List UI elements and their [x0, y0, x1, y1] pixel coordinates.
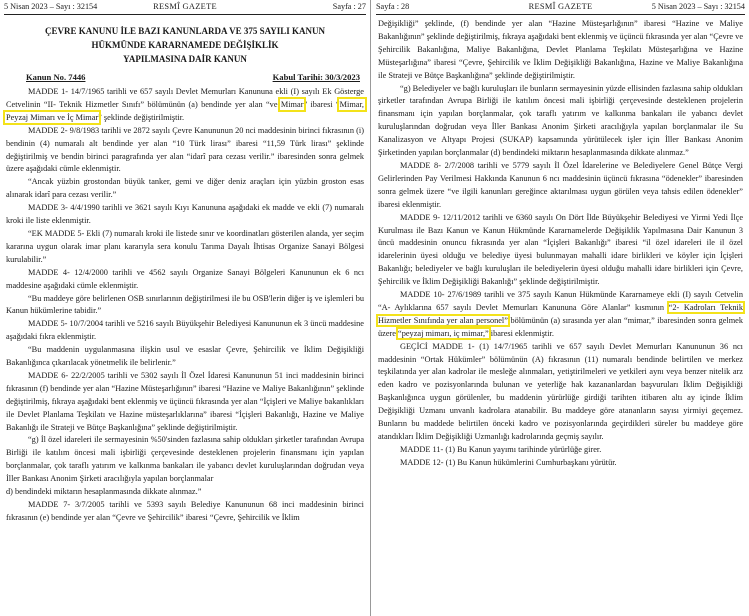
- article-6-quote-end: d) bendindeki miktarın hesaplanmasında dikkate alınmaz.”: [6, 487, 202, 497]
- article-2: MADDE 2- 9/8/1983 tarihli ve 2872 sayılı Çevre Kanununun 20 nci maddesinin birinci fıkrasının (i) bendinin (4) numaralı alt bendinde yer alan “10 Türk lirası” ibaresi “11,59 Türk lirası” şeklinde değiştirilmiş ve bendin birinci paragrafında yer alan “idarî para cezası verilir.” ibaresinden sonra gelmek üzere aşağıdaki cümle eklenmiştir.: [6, 125, 364, 174]
- article-5: MADDE 5- 10/7/2004 tarihli ve 5216 sayılı Büyükşehir Belediyesi Kanununun ek 3 üncü maddesine aşağıdaki fıkra eklenmiştir.: [6, 319, 364, 342]
- left-page: [0, 0, 370, 616]
- issue-date: 5 Nisan 2023 – Sayı : 32154: [4, 2, 98, 11]
- article-11: MADDE 11- (1) Bu Kanun yayımı tarihinde yürürlüğe girer.: [400, 444, 602, 454]
- highlight-teknik-hizmetler: “2- Kadroları Teknik Hizmetler Sınıfında yer alan personel”: [378, 302, 743, 325]
- article-9: MADDE 9- 12/11/2012 tarihli ve 6360 sayılı On Dört İlde Büyükşehir Belediyesi ve Yirmi Yedi İlçe Kurulması ile Bazı Kanun ve Kanun Hükmünde Kararnamelerde Değişiklik Yapılmasına Dair Kanunun 3 üncü maddesinin onuncu fıkrasında yer alan “İçişleri Bakanlığı” ibaresi “il özel idareleri ile il özel idarelerinin üyesi olduğu ve belediye üyesi bulunmayan mahalli idare birlikleri ve köyler için İçişleri Bakanlığı; belediyeler ve bağlı kuruluşları ile belediyelerin üyesi olduğu mahalli idare birlikleri için Çevre, Şehircilik ve İklim Değişikliği Bakanlığı” şeklinde değiştirilmiştir.: [378, 212, 743, 287]
- gazette-name: RESMÎ GAZETE: [153, 2, 217, 11]
- article-4-quote: “Bu maddeye göre belirlenen OSB sınırlarının değiştirilmesi ile bu OSB'lerin diğer iş ve işlemleri bu Kanun hükümlerine tabidir.”: [6, 293, 364, 316]
- left-page-header: [4, 0, 366, 15]
- law-title: [6, 24, 364, 66]
- law-number: Kanun No. 7446: [26, 72, 86, 82]
- article-6: MADDE 6- 22/2/2005 tarihli ve 5302 sayılı İl Özel İdaresi Kanununun 51 inci maddesinin birinci fıkrasının (f) bendinde yer alan “Hazine Müsteşarlığının” ibaresi “Hazine ve Maliye Bakanlığının” şeklinde değiştirilmiş, fıkraya aşağıdaki bent eklenmiş ve üçüncü fıkrasında yer alan “İçişleri ve Maliye bakanlıkları ile Devlet Planlama Teşkilatı ve Hazine müsteşarlıklarına” ibaresi “İçişleri Bakanlığı, Hazine ve Maliye Bakanlığı ile Strateji ve Bütçe Başkanlığına” şeklinde değiştirilmiştir.: [6, 370, 364, 432]
- column-divider: [370, 0, 371, 616]
- law-meta: [6, 72, 364, 86]
- article-7: MADDE 7- 3/7/2005 tarihli ve 5393 sayılı Belediye Kanununun 68 inci maddesinin birinci fıkrasının (e) bendinde yer alan “Çevre ve Şehircilik” ibaresi “Çevre, Şehircilik ve İklim: [6, 500, 364, 522]
- highlight-mimar: Mimar: [280, 99, 304, 109]
- gazette-name: RESMÎ GAZETE: [528, 2, 593, 11]
- article-10: MADDE 10- 27/6/1989 tarihli ve 375 sayılı Kanun Hükmünde Kararnameye ekli (I) sayılı Cetvelin “A- Aylıklarına 657 sayılı Devlet Memurları Kanununa Göre Alanlar” kısmının “2- Kadroları Teknik Hizmetler Sınıfında yer alan personel” bölümünün (a) sırasında yer alan “mimar,” ibaresinden sonra gelmek üzere “peyzaj mimarı, iç mimar,” ibaresi eklenmiştir.: [378, 290, 744, 338]
- article-12: MADDE 12- (1) Bu Kanun hükümlerini Cumhurbaşkanı yürütür.: [400, 457, 617, 467]
- article-3: MADDE 3- 4/4/1990 tarihli ve 3621 sayılı Kıyı Kanununa aşağıdaki ek madde ve ekli (7) numaralı kroki ile liste eklenmiştir.: [6, 203, 364, 226]
- article-5-quote: “Bu maddenin uygulanmasına ilişkin usul ve esaslar Çevre, Şehircilik ve İklim Değişikliği Bakanlığınca çıkarılacak yönetmelik ile belirlenir.”: [6, 345, 364, 368]
- title-line: YAPILMASINA DAİR KANUN: [123, 54, 247, 64]
- highlight-mimar-peyzaj-ic-mimar: Mimar, Peyzaj Mimarı ve İç Mimar: [6, 99, 364, 122]
- article-3-quote: “EK MADDE 5- Ekli (7) numaralı kroki ile listede sınır ve koordinatları gösterilen alanda, yer seçim kararına uygun olarak imar planı kararıyla sera konulu Tarıma Dayalı İhtisas Organize Sanayi Bölgesi kurulabilir.”: [6, 228, 364, 264]
- article-7-quote: “g) Belediyeler ve bağlı kuruluşları ile bunların sermayesinin yüzde ellisinden fazlasına sahip oldukları şirketler tarafından Avrupa Birliği ile katılım öncesi mali işbirliği çerçevesinde desteklenen projelerin finansmanı için yapılan borçlanmalar, çok taraflı yatırım ve kalkınma bankaları ile yabancı devlet kuruluşlarından doğrudan veya İller Bankası Anonim Şirketi aracılığıyla yapılan borçlanmalar ile Su Kanalizasyon ve Altyapı Projesi (SUKAP) kapsamında yürütülecek işler için İller Bankası Anonim Şirketinden yapılan borçlanmalar (d) bendindeki miktarın hesaplanmasında dikkate alınmaz.”: [378, 83, 743, 158]
- page-number: Sayfa : 27: [332, 2, 366, 11]
- page-number: Sayfa : 28: [376, 2, 410, 11]
- issue-date: 5 Nisan 2023 – Sayı : 32154: [651, 2, 745, 11]
- article-7-continued: Değişikliği” şeklinde, (f) bendinde yer alan “Hazine Müsteşarlığının” ibaresi “Hazine ve Maliye Bakanlığının” şeklinde değiştirilmiş, fıkraya aşağıdaki bent eklenmiş ve üçüncü fıkrasında yer alan “Çevre ve Şehircilik Bakanlığına, Maliye Bakanlığına, Devlet Planlama Teşkilatı Müsteşarlığına ve Hazine Müsteşarlığına” ibaresi “Çevre, Şehircilik ve İklim Değişikliği Bakanlığına, Hazine ve Maliye Bakanlığına ile Strateji ve Bütçe Başkanlığına” şeklinde değiştirilmiştir.: [378, 19, 743, 80]
- article-4: MADDE 4- 12/4/2000 tarihli ve 4562 sayılı Organize Sanayi Bölgeleri Kanununun ek 6 ncı maddesine aşağıdaki cümle eklenmiştir.: [6, 267, 364, 290]
- right-page: [372, 0, 749, 616]
- highlight-peyzaj-ic-mimar: “peyzaj mimarı, iç mimar,”: [398, 328, 489, 338]
- right-page-header: [376, 0, 745, 15]
- article-1: MADDE 1- 14/7/1965 tarihli ve 657 sayılı Devlet Memurları Kanununa ekli (I) sayılı Ek Gösterge Cetvelinin “II- Teknik Hizmetler Sınıfı” bölümünün (a) bendinde yer alan “ve Mimar” ibaresi “Mimar, Peyzaj Mimarı ve İç Mimar” şeklinde değiştirilmiştir.: [6, 87, 364, 122]
- article-6-quote: “g) İl özel idareleri ile sermayesinin %50'sinden fazlasına sahip oldukları şirketler tarafından Avrupa Birliği ile katılım öncesi mali işbirliği çerçevesinde desteklenen projelerin finansmanı için yapılan borçlanmalar, çok taraflı yatırım ve kalkınma bankaları ile yabancı devlet kuruluşlarından doğrudan veya İller Bankası Anonim Şirketi aracılığıyla yapılan borçlanmalar: [6, 435, 364, 484]
- acceptance-date: Kabul Tarihi: 30/3/2023: [272, 72, 360, 82]
- article-2-quote: “Ancak yüzbin grostondan büyük tanker, gemi ve diğer deniz araçları için yüzbin groston esas alınarak idarî para cezası verilir.”: [6, 177, 364, 200]
- article-8: MADDE 8- 2/7/2008 tarihli ve 5779 sayılı İl Özel İdarelerine ve Belediyelere Genel Bütçe Vergi Gelirlerinden Pay Verilmesi Hakkında Kanunun 6 ncı maddesinin üçüncü fıkrasına “ödenekler” ibaresinden sonra gelmek üzere “ve ilgili kanunları gereğince aktarılması uygun görülen veya tahsis edilen ödenekler” ibaresi eklenmiştir.: [378, 160, 743, 209]
- title-line: HÜKMÜNDE KARARNAMEDE DEĞİŞİKLİK: [91, 40, 279, 50]
- temporary-article-1: GEÇİCİ MADDE 1- (1) 14/7/1965 tarihli ve 657 sayılı Devlet Memurları Kanununun 36 ncı maddesinin “Ortak Hükümler” bölümünün (A) fıkrasının (11) numaralı bendinde belirtilen ve merkez teşkilatında yer alan kadrolar ile mesleğe alınmaları, yetiştirilmeleri ve yetkileri aynı veya benzer nitelik arz eden kadro ve pozisyonlarında bulunan ve yeterliğe hak kazananlardan başvuruları İklim Değişikliği Başkanlığınca uygun görülenler, bu maddenin yürürlüğe girdiği tarihten itibaren altı ay içinde İklim Değişikliği Uzmanı unvanlı kadrolara atanabilir. Bu maddeye göre atananların sayısı yirmiyi geçemez. Bunların bu maddede belirtilen önceki kadro ve pozisyonlarında geçirdikleri süreler bu maddeye göre atandıkları İklim Değişikliği Uzmanlığı kadrolarında geçmiş sayılır.: [378, 341, 743, 441]
- title-line: ÇEVRE KANUNU İLE BAZI KANUNLARDA VE 375 SAYILI KANUN: [44, 26, 326, 36]
